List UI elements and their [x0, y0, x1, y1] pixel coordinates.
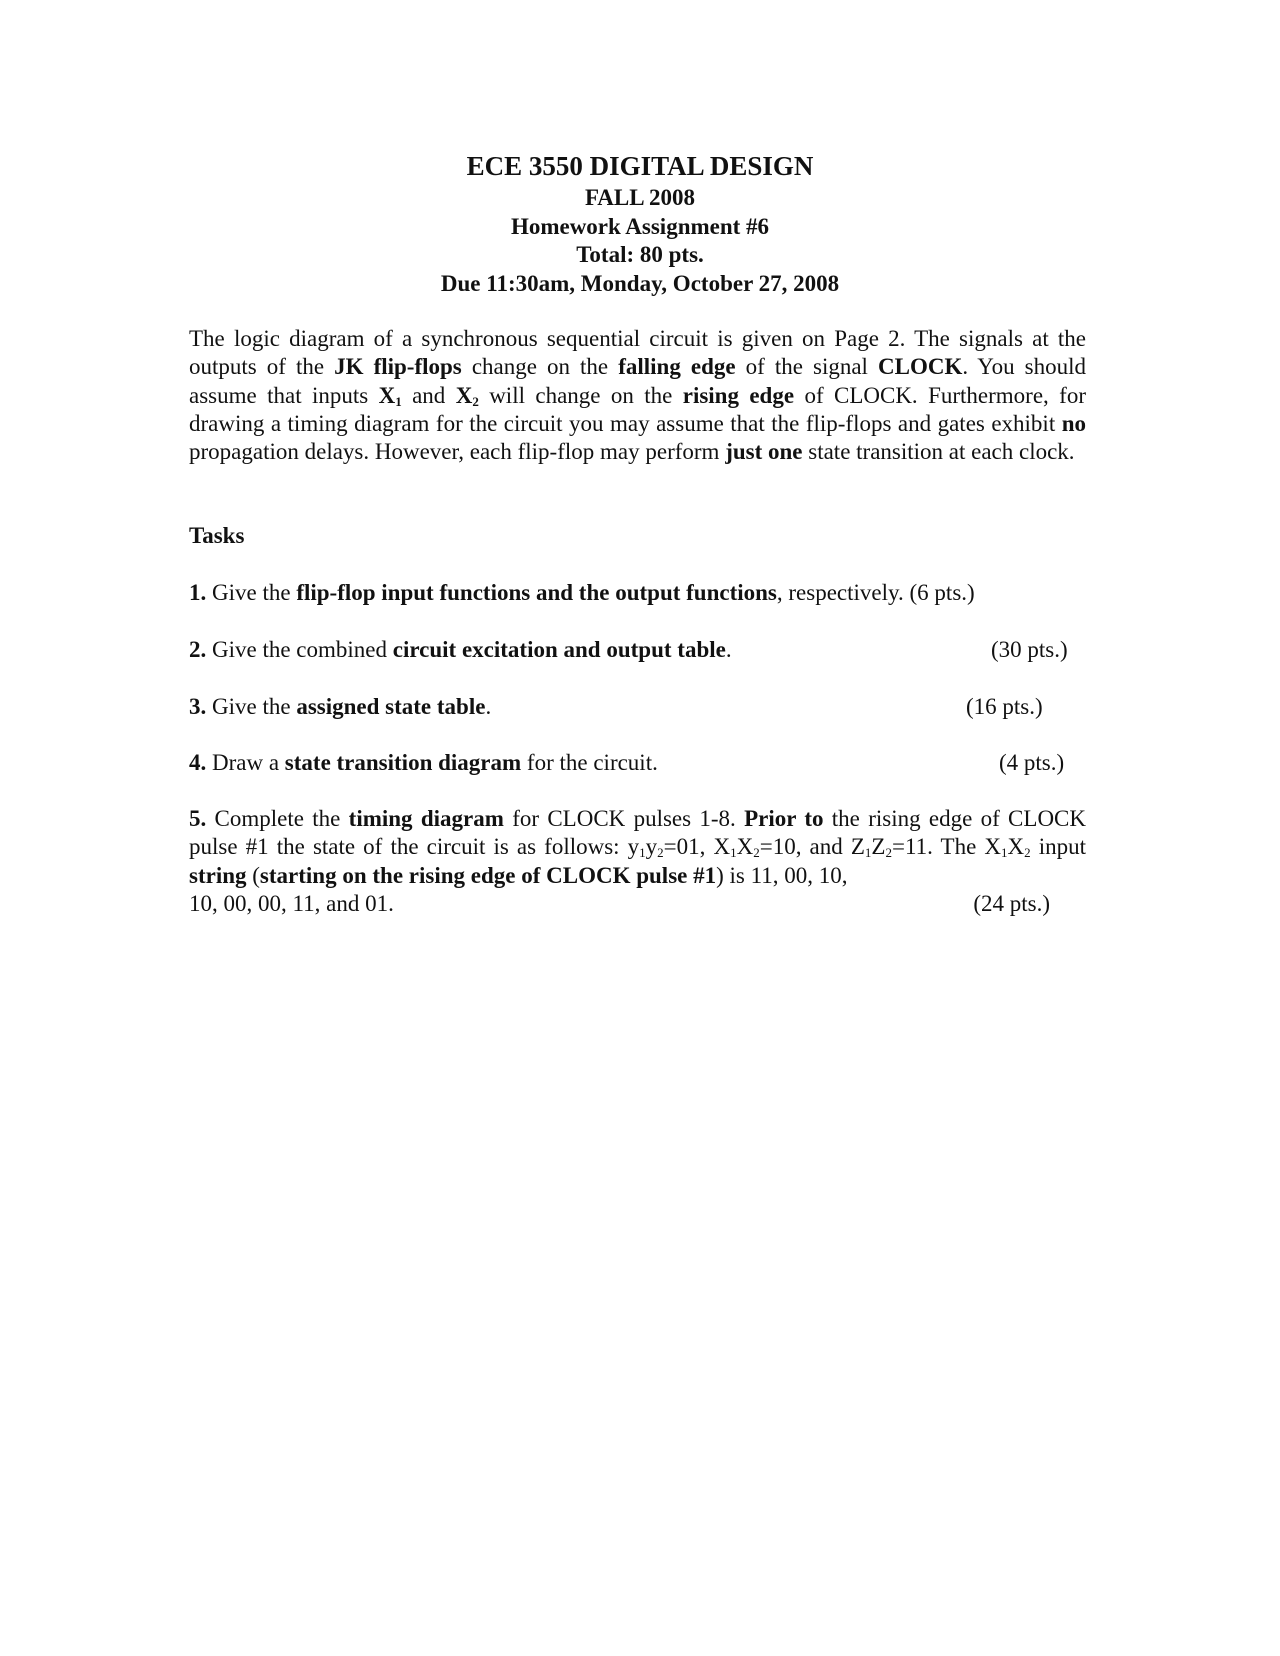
course-title: ECE 3550 DIGITAL DESIGN [466, 151, 814, 181]
task-number: 5. [189, 806, 207, 831]
task-number: 2. [189, 637, 207, 662]
intro-text: propagation delays. However, each flip-flop may perform [189, 439, 726, 465]
task-2: 2. Give the combined circuit excitation and output table. (30 pts.) [189, 637, 1068, 662]
task-5-paragraph: 5. Complete the timing diagram for CLOCK pulses 1-8. Prior to the rising edge of CLOCK pulse #1 the state of the circuit is as follows: $y_1y_2=01$, $X_1X_2=10$, and $Z_1Z_2=11$. The $X_1X_2$ input string (starting on the rising edge of CLOCK pulse #1) is 11, 00, 10, [189, 806, 1087, 888]
due-date: Due 11:30am, Monday, October 27, 2008 [440, 270, 840, 296]
task-points: (24 pts.) [973, 890, 1050, 916]
task-number: 1. [189, 580, 207, 605]
x2-symbol: $X_2$ [455, 382, 479, 409]
intro-bold: CLOCK [878, 354, 963, 380]
intro-bold: just one [725, 439, 803, 465]
intro-bold: rising edge [682, 382, 795, 408]
tasks-heading: Tasks [189, 523, 245, 548]
intro-paragraph [189, 325, 1086, 466]
intro-bold: no [1061, 410, 1086, 436]
task-bold: circuit excitation and output table [392, 637, 726, 662]
total-points: Total: 80 pts. [576, 242, 704, 267]
task-number: 3. [189, 694, 207, 719]
intro-text: and [401, 382, 456, 408]
intro-text: state transition at each clock. [802, 439, 1075, 465]
intro-text: change on the [461, 354, 619, 380]
task-points: (30 pts.) [991, 637, 1068, 662]
task-bold: string [189, 862, 247, 888]
x1-symbol: $X_1$ [378, 382, 402, 409]
intro-text: of CLOCK. Furthermore, for drawing a timing diagram for the circuit you may assume that the flip-flops and gates exhibit [189, 382, 1086, 436]
intro-bold: falling edge [618, 354, 736, 380]
task-bold: state transition diagram [284, 750, 522, 775]
task-bold: starting on the rising edge of CLOCK pulse #1 [259, 862, 717, 888]
task-bold: assigned state table [296, 694, 486, 719]
task-5-last-line: 10, 00, 00, 11, and 01. (24 pts.) [189, 890, 1086, 918]
task-4: 4. Draw a state transition diagram for the circuit. (4 pts.) [189, 750, 1065, 775]
intro-text: . You should assume that inputs [189, 354, 1086, 408]
task-bold: Prior to [744, 806, 824, 831]
document-header [0, 148, 1280, 298]
task-bold: timing diagram [348, 806, 504, 831]
task-points: (16 pts.) [966, 694, 1043, 719]
intro-text: The logic diagram of a synchronous sequential circuit is given on Page 2. The signals at the outputs of the [189, 326, 1086, 380]
intro-bold: JK flip-flops [334, 354, 462, 380]
task-number: 4. [189, 750, 207, 775]
task-bold: flip-flop input functions and the output functions [296, 580, 777, 605]
task-points: (4 pts.) [999, 750, 1065, 775]
task-1: 1. Give the flip-flop input functions and the output functions, respectively. (6 pts.) [189, 580, 975, 605]
intro-text: of the signal [735, 354, 878, 380]
task-5 [189, 805, 1086, 918]
assignment-title: Homework Assignment #6 [510, 213, 770, 239]
task-points: (6 pts.) [909, 580, 975, 605]
semester: FALL 2008 [584, 185, 696, 210]
task-3: 3. Give the assigned state table. (16 pts.) [189, 694, 1043, 719]
intro-text: will change on the [478, 382, 683, 408]
